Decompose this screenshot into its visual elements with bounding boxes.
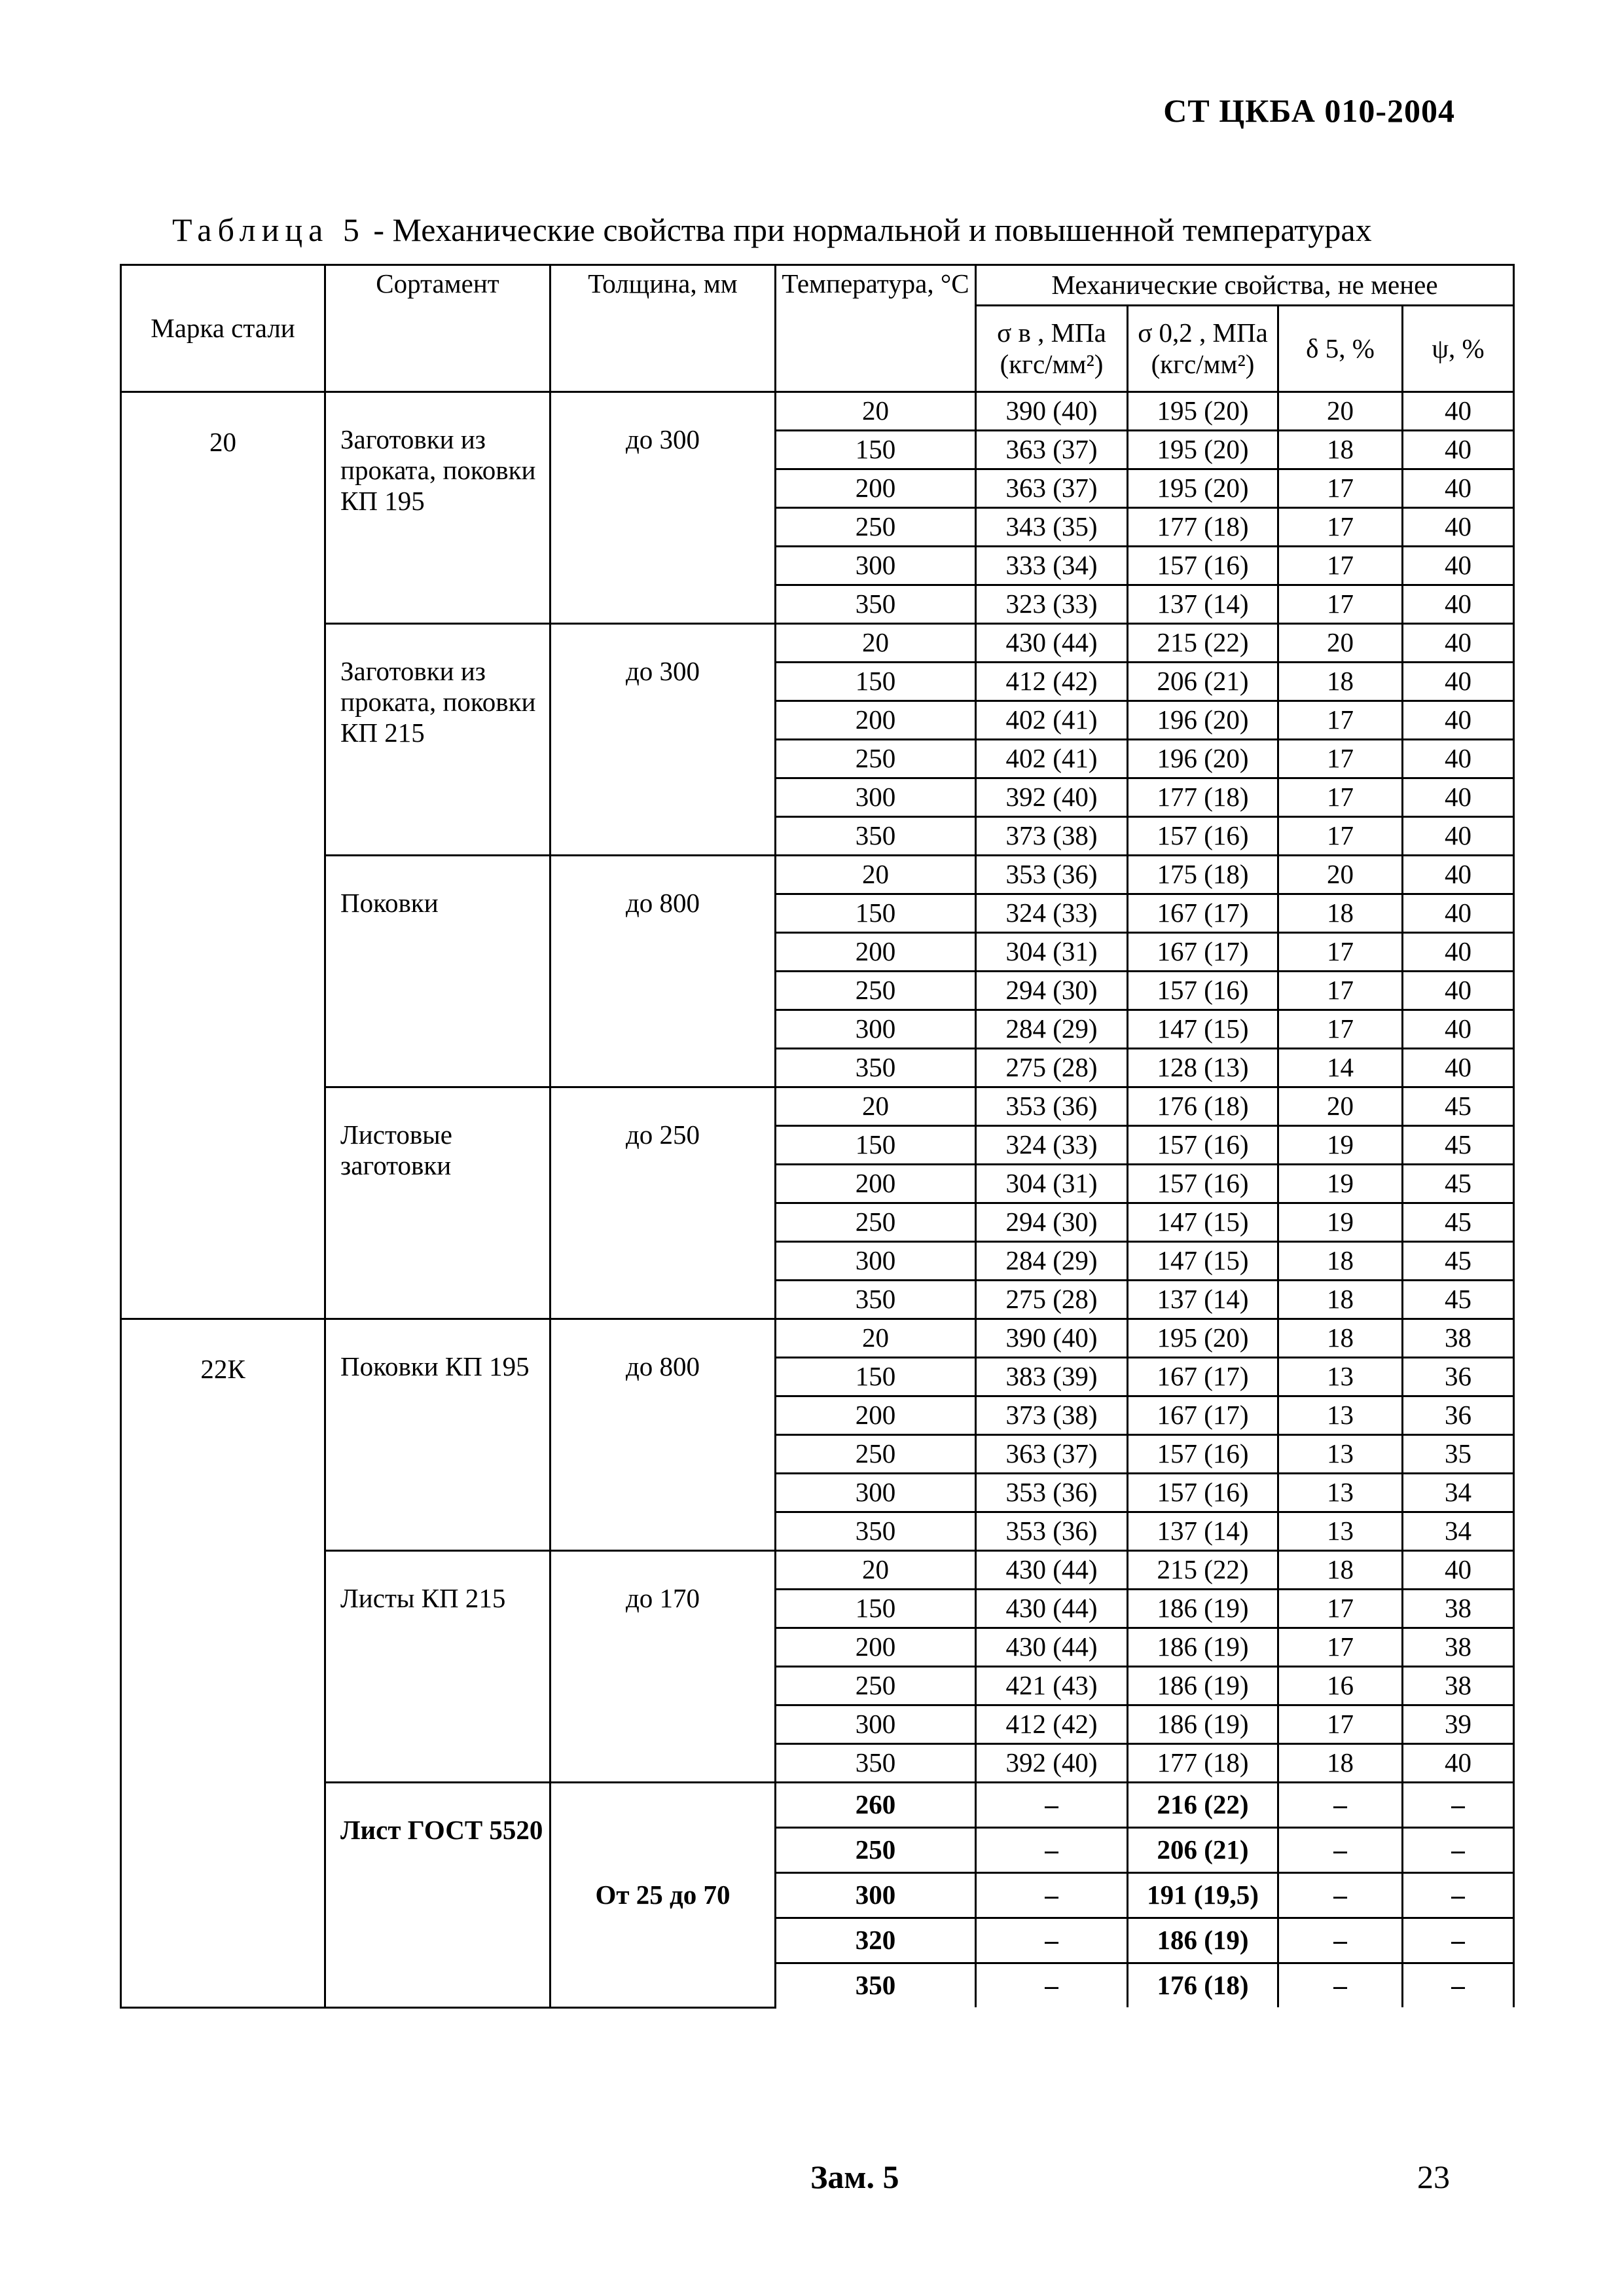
- document-code: СТ ЦКБА 010-2004: [1163, 92, 1455, 129]
- psi-cell: 36: [1403, 1358, 1514, 1396]
- sigma-b-cell: 304 (31): [976, 1165, 1128, 1203]
- psi-cell: 40: [1403, 431, 1514, 469]
- sigma-02-cell: 196 (20): [1128, 740, 1278, 778]
- temperature-cell: 250: [776, 508, 976, 547]
- temperature-cell: 150: [776, 1590, 976, 1628]
- temperature-cell: 260: [776, 1783, 976, 1828]
- table-row: [121, 1319, 1514, 1358]
- temperature-cell: 150: [776, 1358, 976, 1396]
- assortment-cell: Листы КП 215: [325, 1551, 550, 1783]
- temperature-cell: 320: [776, 1918, 976, 1963]
- sigma-02-cell: 147 (15): [1128, 1010, 1278, 1049]
- sigma-b-cell: 304 (31): [976, 933, 1128, 972]
- sigma-b-cell: 430 (44): [976, 624, 1128, 663]
- delta5-cell: 17: [1278, 1705, 1403, 1744]
- mechanical-properties-table: [120, 264, 1515, 2009]
- temperature-cell: 300: [776, 1474, 976, 1512]
- temperature-cell: 300: [776, 1873, 976, 1918]
- delta5-cell: 18: [1278, 663, 1403, 701]
- table-body: [121, 392, 1514, 2008]
- sigma-b-cell: 363 (37): [976, 431, 1128, 469]
- thickness-cell: до 800: [550, 1319, 776, 1551]
- sigma-02-cell: 177 (18): [1128, 1744, 1278, 1783]
- table-caption-prefix: Таблица 5: [172, 211, 365, 248]
- psi-cell: 38: [1403, 1628, 1514, 1667]
- assortment-cell: Заготовки из проката, поковки КП 215: [325, 624, 550, 856]
- psi-cell: 40: [1403, 1744, 1514, 1783]
- sigma-b-cell: 402 (41): [976, 740, 1128, 778]
- temperature-cell: 200: [776, 469, 976, 508]
- table-caption: [172, 211, 1372, 249]
- psi-cell: 39: [1403, 1705, 1514, 1744]
- sigma-b-cell: 275 (28): [976, 1049, 1128, 1087]
- delta5-cell: 17: [1278, 1590, 1403, 1628]
- sigma-b-cell: 323 (33): [976, 585, 1128, 624]
- psi-cell: 45: [1403, 1087, 1514, 1126]
- header-delta5: δ 5, %: [1278, 306, 1403, 392]
- psi-cell: 40: [1403, 392, 1514, 431]
- header-temperature: Температура, °С: [776, 265, 976, 392]
- sigma-b-cell: 430 (44): [976, 1628, 1128, 1667]
- sigma-b-cell: 353 (36): [976, 1087, 1128, 1126]
- delta5-cell: 17: [1278, 701, 1403, 740]
- delta5-cell: 17: [1278, 972, 1403, 1010]
- table-row: [121, 1087, 1514, 1126]
- temperature-cell: 200: [776, 1165, 976, 1203]
- sigma-02-cell: 167 (17): [1128, 1396, 1278, 1435]
- table-row: [121, 856, 1514, 894]
- table-container: [120, 264, 1513, 2009]
- temperature-cell: 250: [776, 1203, 976, 1242]
- psi-cell: 45: [1403, 1126, 1514, 1165]
- psi-cell: 40: [1403, 933, 1514, 972]
- delta5-cell: 18: [1278, 1319, 1403, 1358]
- header-assortment: Сортамент: [325, 265, 550, 392]
- sigma-02-cell: 167 (17): [1128, 894, 1278, 933]
- sigma-02-cell: 137 (14): [1128, 1512, 1278, 1551]
- sigma-02-cell: 195 (20): [1128, 392, 1278, 431]
- psi-cell: 40: [1403, 1010, 1514, 1049]
- delta5-cell: 13: [1278, 1474, 1403, 1512]
- temperature-cell: 20: [776, 1551, 976, 1590]
- sigma-02-cell: 175 (18): [1128, 856, 1278, 894]
- thickness-cell: до 800: [550, 856, 776, 1087]
- sigma-b-cell: 343 (35): [976, 508, 1128, 547]
- psi-cell: 34: [1403, 1512, 1514, 1551]
- delta5-cell: –: [1278, 1828, 1403, 1873]
- psi-cell: –: [1403, 1918, 1514, 1963]
- sigma-02-cell: 147 (15): [1128, 1203, 1278, 1242]
- psi-cell: –: [1403, 1783, 1514, 1828]
- temperature-cell: 350: [776, 1744, 976, 1783]
- delta5-cell: 18: [1278, 1744, 1403, 1783]
- change-number: Зам. 5: [810, 2159, 899, 2195]
- sigma-b-cell: 353 (36): [976, 1512, 1128, 1551]
- sigma-b-cell: 392 (40): [976, 778, 1128, 817]
- psi-cell: 40: [1403, 740, 1514, 778]
- delta5-cell: 18: [1278, 894, 1403, 933]
- sigma-b-cell: 383 (39): [976, 1358, 1128, 1396]
- delta5-cell: 17: [1278, 547, 1403, 585]
- sigma-b-cell: 333 (34): [976, 547, 1128, 585]
- sigma-b-cell: 412 (42): [976, 1705, 1128, 1744]
- sigma-02-cell: 186 (19): [1128, 1918, 1278, 1963]
- psi-cell: 40: [1403, 547, 1514, 585]
- sigma-b-cell: 284 (29): [976, 1242, 1128, 1281]
- psi-cell: –: [1403, 1963, 1514, 2008]
- psi-cell: 45: [1403, 1281, 1514, 1319]
- delta5-cell: 19: [1278, 1203, 1403, 1242]
- temperature-cell: 200: [776, 701, 976, 740]
- delta5-cell: 20: [1278, 1087, 1403, 1126]
- sigma-02-cell: 215 (22): [1128, 624, 1278, 663]
- steel-grade-cell: 20: [121, 392, 325, 1319]
- temperature-cell: 350: [776, 1512, 976, 1551]
- psi-cell: 40: [1403, 856, 1514, 894]
- delta5-cell: 13: [1278, 1512, 1403, 1551]
- delta5-cell: 17: [1278, 1010, 1403, 1049]
- steel-grade-cell: 22К: [121, 1319, 325, 2008]
- sigma-02-cell: 216 (22): [1128, 1783, 1278, 1828]
- temperature-cell: 350: [776, 1963, 976, 2008]
- header-psi: ψ, %: [1403, 306, 1514, 392]
- table-row: [121, 1783, 1514, 1828]
- sigma-02-cell: 177 (18): [1128, 778, 1278, 817]
- delta5-cell: 17: [1278, 933, 1403, 972]
- sigma-b-cell: 402 (41): [976, 701, 1128, 740]
- sigma-b-cell: 363 (37): [976, 469, 1128, 508]
- sigma-b-cell: –: [976, 1873, 1128, 1918]
- sigma-02-cell: 206 (21): [1128, 663, 1278, 701]
- sigma-02-cell: 167 (17): [1128, 933, 1278, 972]
- header-thickness: Толщина, мм: [550, 265, 776, 392]
- psi-cell: 40: [1403, 817, 1514, 856]
- sigma-b-cell: 392 (40): [976, 1744, 1128, 1783]
- psi-cell: 40: [1403, 663, 1514, 701]
- sigma-02-cell: 186 (19): [1128, 1628, 1278, 1667]
- assortment-cell: Заготовки из проката, поковки КП 195: [325, 392, 550, 624]
- psi-cell: 45: [1403, 1203, 1514, 1242]
- sigma-b-cell: –: [976, 1783, 1128, 1828]
- sigma-02-cell: 176 (18): [1128, 1963, 1278, 2008]
- delta5-cell: 18: [1278, 1242, 1403, 1281]
- psi-cell: 40: [1403, 1551, 1514, 1590]
- temperature-cell: 300: [776, 1010, 976, 1049]
- temperature-cell: 300: [776, 547, 976, 585]
- sigma-02-cell: 186 (19): [1128, 1667, 1278, 1705]
- psi-cell: 40: [1403, 894, 1514, 933]
- delta5-cell: 13: [1278, 1396, 1403, 1435]
- thickness-cell: до 300: [550, 392, 776, 624]
- sigma-b-cell: 430 (44): [976, 1551, 1128, 1590]
- sigma-02-cell: 137 (14): [1128, 585, 1278, 624]
- temperature-cell: 20: [776, 1087, 976, 1126]
- table-row: [121, 1551, 1514, 1590]
- delta5-cell: –: [1278, 1873, 1403, 1918]
- sigma-02-cell: 157 (16): [1128, 972, 1278, 1010]
- delta5-cell: 13: [1278, 1435, 1403, 1474]
- temperature-cell: 200: [776, 1628, 976, 1667]
- psi-cell: 40: [1403, 508, 1514, 547]
- sigma-02-cell: 215 (22): [1128, 1551, 1278, 1590]
- sigma-02-cell: 157 (16): [1128, 547, 1278, 585]
- psi-cell: 40: [1403, 624, 1514, 663]
- psi-cell: –: [1403, 1828, 1514, 1873]
- psi-cell: 40: [1403, 469, 1514, 508]
- delta5-cell: –: [1278, 1783, 1403, 1828]
- temperature-cell: 150: [776, 431, 976, 469]
- delta5-cell: 20: [1278, 392, 1403, 431]
- sigma-02-cell: 186 (19): [1128, 1590, 1278, 1628]
- delta5-cell: 19: [1278, 1165, 1403, 1203]
- temperature-cell: 150: [776, 1126, 976, 1165]
- temperature-cell: 200: [776, 933, 976, 972]
- sigma-02-cell: 206 (21): [1128, 1828, 1278, 1873]
- delta5-cell: 18: [1278, 431, 1403, 469]
- sigma-b-cell: 324 (33): [976, 1126, 1128, 1165]
- temperature-cell: 20: [776, 392, 976, 431]
- temperature-cell: 20: [776, 624, 976, 663]
- delta5-cell: 17: [1278, 740, 1403, 778]
- header-grade: Марка стали: [121, 265, 325, 392]
- sigma-b-cell: 353 (36): [976, 1474, 1128, 1512]
- sigma-02-cell: 195 (20): [1128, 469, 1278, 508]
- thickness-cell: до 250: [550, 1087, 776, 1319]
- delta5-cell: 13: [1278, 1358, 1403, 1396]
- psi-cell: 35: [1403, 1435, 1514, 1474]
- delta5-cell: 17: [1278, 508, 1403, 547]
- sigma-b-cell: 373 (38): [976, 817, 1128, 856]
- sigma-02-cell: 176 (18): [1128, 1087, 1278, 1126]
- sigma-02-cell: 157 (16): [1128, 1165, 1278, 1203]
- assortment-cell: Поковки КП 195: [325, 1319, 550, 1551]
- sigma-b-cell: 353 (36): [976, 856, 1128, 894]
- table-caption-text: - Механические свойства при нормальной и повышенной температурах: [365, 211, 1372, 248]
- temperature-cell: 250: [776, 972, 976, 1010]
- sigma-b-cell: –: [976, 1918, 1128, 1963]
- psi-cell: 38: [1403, 1319, 1514, 1358]
- sigma-02-cell: 157 (16): [1128, 817, 1278, 856]
- psi-cell: 38: [1403, 1590, 1514, 1628]
- temperature-cell: 350: [776, 1049, 976, 1087]
- sigma-02-cell: 196 (20): [1128, 701, 1278, 740]
- psi-cell: 40: [1403, 972, 1514, 1010]
- sigma-02-cell: 157 (16): [1128, 1126, 1278, 1165]
- temperature-cell: 350: [776, 817, 976, 856]
- temperature-cell: 300: [776, 1705, 976, 1744]
- header-sigma-b: σ в , МПа (кгс/мм²): [976, 306, 1128, 392]
- sigma-02-cell: 137 (14): [1128, 1281, 1278, 1319]
- temperature-cell: 300: [776, 778, 976, 817]
- temperature-cell: 350: [776, 585, 976, 624]
- sigma-b-cell: 275 (28): [976, 1281, 1128, 1319]
- assortment-cell: Поковки: [325, 856, 550, 1087]
- delta5-cell: 17: [1278, 817, 1403, 856]
- psi-cell: 38: [1403, 1667, 1514, 1705]
- sigma-b-cell: 390 (40): [976, 392, 1128, 431]
- temperature-cell: 250: [776, 1667, 976, 1705]
- sigma-b-cell: 294 (30): [976, 972, 1128, 1010]
- sigma-02-cell: 186 (19): [1128, 1705, 1278, 1744]
- table-row: [121, 624, 1514, 663]
- delta5-cell: 20: [1278, 856, 1403, 894]
- psi-cell: 40: [1403, 1049, 1514, 1087]
- thickness-cell: до 170: [550, 1551, 776, 1783]
- header-sigma-02: σ 0,2 , МПа (кгс/мм²): [1128, 306, 1278, 392]
- sigma-02-cell: 195 (20): [1128, 1319, 1278, 1358]
- psi-cell: 36: [1403, 1396, 1514, 1435]
- page-number: 23: [1417, 2159, 1450, 2195]
- delta5-cell: 17: [1278, 585, 1403, 624]
- sigma-b-cell: 373 (38): [976, 1396, 1128, 1435]
- delta5-cell: 16: [1278, 1667, 1403, 1705]
- delta5-cell: 20: [1278, 624, 1403, 663]
- sigma-b-cell: –: [976, 1963, 1128, 2008]
- sigma-b-cell: 324 (33): [976, 894, 1128, 933]
- temperature-cell: 20: [776, 856, 976, 894]
- assortment-cell: Лист ГОСТ 5520: [325, 1783, 550, 2008]
- temperature-cell: 200: [776, 1396, 976, 1435]
- header-mech-properties: Механические свойства, не менее: [976, 265, 1514, 306]
- psi-cell: 45: [1403, 1242, 1514, 1281]
- sigma-02-cell: 157 (16): [1128, 1435, 1278, 1474]
- sigma-b-cell: 284 (29): [976, 1010, 1128, 1049]
- sigma-b-cell: –: [976, 1828, 1128, 1873]
- sigma-b-cell: 412 (42): [976, 663, 1128, 701]
- temperature-cell: 250: [776, 1828, 976, 1873]
- delta5-cell: 17: [1278, 469, 1403, 508]
- psi-cell: 40: [1403, 778, 1514, 817]
- psi-cell: 45: [1403, 1165, 1514, 1203]
- table-row: [121, 392, 1514, 431]
- psi-cell: 40: [1403, 701, 1514, 740]
- sigma-b-cell: 390 (40): [976, 1319, 1128, 1358]
- delta5-cell: –: [1278, 1918, 1403, 1963]
- delta5-cell: 17: [1278, 778, 1403, 817]
- sigma-02-cell: 147 (15): [1128, 1242, 1278, 1281]
- sigma-02-cell: 177 (18): [1128, 508, 1278, 547]
- thickness-cell: От 25 до 70: [550, 1783, 776, 2008]
- psi-cell: –: [1403, 1873, 1514, 1918]
- delta5-cell: 18: [1278, 1281, 1403, 1319]
- temperature-cell: 150: [776, 894, 976, 933]
- temperature-cell: 250: [776, 740, 976, 778]
- temperature-cell: 20: [776, 1319, 976, 1358]
- temperature-cell: 150: [776, 663, 976, 701]
- delta5-cell: 14: [1278, 1049, 1403, 1087]
- sigma-02-cell: 128 (13): [1128, 1049, 1278, 1087]
- sigma-b-cell: 430 (44): [976, 1590, 1128, 1628]
- delta5-cell: 18: [1278, 1551, 1403, 1590]
- delta5-cell: 19: [1278, 1126, 1403, 1165]
- sigma-02-cell: 191 (19,5): [1128, 1873, 1278, 1918]
- sigma-02-cell: 195 (20): [1128, 431, 1278, 469]
- delta5-cell: 17: [1278, 1628, 1403, 1667]
- psi-cell: 34: [1403, 1474, 1514, 1512]
- psi-cell: 40: [1403, 585, 1514, 624]
- sigma-02-cell: 167 (17): [1128, 1358, 1278, 1396]
- sigma-b-cell: 294 (30): [976, 1203, 1128, 1242]
- temperature-cell: 250: [776, 1435, 976, 1474]
- sigma-b-cell: 363 (37): [976, 1435, 1128, 1474]
- thickness-cell: до 300: [550, 624, 776, 856]
- sigma-b-cell: 421 (43): [976, 1667, 1128, 1705]
- sigma-02-cell: 157 (16): [1128, 1474, 1278, 1512]
- delta5-cell: –: [1278, 1963, 1403, 2008]
- temperature-cell: 350: [776, 1281, 976, 1319]
- assortment-cell: Листовые заготовки: [325, 1087, 550, 1319]
- temperature-cell: 300: [776, 1242, 976, 1281]
